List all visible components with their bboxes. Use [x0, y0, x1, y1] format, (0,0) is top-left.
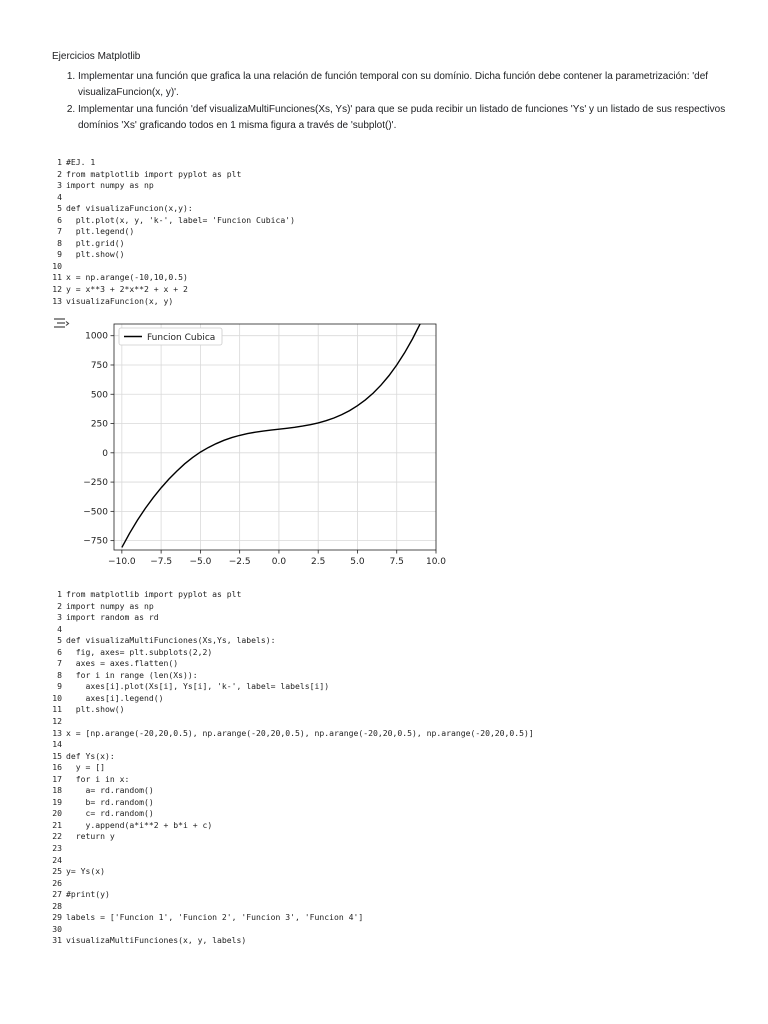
line-number: 7: [57, 226, 62, 237]
line-number: 26: [52, 877, 62, 888]
code-line: [52, 762, 534, 774]
y-tick-label: 1000: [85, 331, 108, 342]
line-number: 6: [57, 646, 62, 657]
code-text: c= rd.random(): [66, 808, 154, 819]
line-number: 24: [52, 854, 62, 865]
line-number: 10: [52, 260, 62, 271]
code-line: [52, 670, 534, 682]
line-number: 5: [57, 635, 62, 646]
code-line: [52, 704, 534, 716]
code-line: [52, 180, 295, 192]
code-text: axes = axes.flatten(): [66, 658, 179, 669]
x-tick-label: 0.0: [271, 557, 287, 567]
code-text: axes[i].legend(): [66, 692, 164, 703]
code-text: visualizaFuncion(x, y): [66, 295, 174, 306]
code-line: [52, 612, 534, 624]
series-line: [122, 318, 428, 547]
line-number: 9: [57, 681, 62, 692]
line-number: 25: [52, 866, 62, 877]
code-line: [52, 601, 534, 613]
code-text: plt.grid(): [66, 237, 125, 248]
page-title: Ejercicios Matplotlib: [52, 51, 141, 62]
chart-grid: [114, 324, 436, 550]
code-line: [52, 284, 295, 296]
exercise-item-1: 1. Implementar una función que grafica la una relación de función temporal con su domínio. Dicha función debe contener la parametrización: 'def visualizaFuncion(x, y)'.: [78, 69, 758, 101]
code-text: x = [np.arange(-20,20,0.5), np.arange(-20,20,0.5), np.arange(-20,20,0.5), np.arange(-20,20,0.5)]: [66, 727, 534, 738]
line-number: 28: [52, 900, 62, 911]
line-number: 17: [52, 773, 62, 784]
cubic-function-plot: [70, 318, 450, 570]
line-number: 4: [57, 623, 62, 634]
code-line: [52, 751, 534, 763]
line-number: 10: [52, 692, 62, 703]
line-number: 4: [57, 191, 62, 202]
line-number: 27: [52, 889, 62, 900]
code-text: import numpy as np: [66, 600, 154, 611]
code-text: def visualizaFuncion(x,y):: [66, 203, 193, 214]
line-number: 29: [52, 912, 62, 923]
code-line: [52, 226, 295, 238]
code-line: [52, 878, 534, 890]
code-text: from matplotlib import pyplot as plt: [66, 589, 242, 599]
code-text: import random as rd: [66, 612, 159, 623]
code-text: import numpy as np: [66, 180, 154, 191]
line-number: 11: [52, 272, 62, 283]
line-number: 20: [52, 808, 62, 819]
code-cell-1[interactable]: [52, 157, 295, 307]
line-number: 13: [52, 727, 62, 738]
code-text: #print(y): [66, 889, 110, 900]
line-number: 6: [57, 214, 62, 225]
line-number: 2: [57, 168, 62, 179]
code-line: [52, 924, 534, 936]
code-text: x = np.arange(-10,10,0.5): [66, 272, 188, 283]
code-line: [52, 728, 534, 740]
line-number: 1: [57, 589, 62, 599]
exercise-item-2: 2. Implementar una función 'def visualizaMultiFunciones(Xs, Ys)' para que se puda recibir un listado de funciones 'Ys' y un listado de sus respectivos domínios 'Xs' graficando todos en 1 misma figura a través de 'subplot()'.: [78, 102, 758, 134]
line-number: 8: [57, 669, 62, 680]
code-text: def visualizaMultiFunciones(Xs,Ys, labels):: [66, 635, 276, 646]
code-text: b= rd.random(): [66, 796, 154, 807]
code-text: y.append(a*i**2 + b*i + c): [66, 819, 213, 830]
line-number: 18: [52, 785, 62, 796]
line-number: 12: [52, 716, 62, 727]
y-tick-label: 750: [90, 360, 108, 371]
plot-frame: [114, 324, 436, 550]
code-line: [52, 249, 295, 261]
line-number: 16: [52, 762, 62, 773]
code-line: [52, 647, 534, 659]
code-line: [52, 635, 534, 647]
y-tick-label: 250: [90, 419, 108, 430]
x-tick-label: 2.5: [311, 557, 326, 567]
code-line: [52, 296, 295, 308]
code-line: [52, 261, 295, 273]
code-line: [52, 157, 295, 169]
code-line: [52, 935, 534, 947]
code-line: [52, 238, 295, 250]
y-tick-label: −750: [83, 536, 108, 547]
line-number: 1: [57, 157, 62, 167]
output-toggle-icon[interactable]: [52, 316, 70, 330]
chart-legend: [119, 328, 222, 345]
x-tick-label: −5.0: [189, 557, 212, 567]
code-text: for i in x:: [66, 773, 130, 784]
code-line: [52, 855, 534, 867]
line-number: 30: [52, 923, 62, 934]
line-number: 15: [52, 750, 62, 761]
code-line: [52, 203, 295, 215]
x-tick-label: 10.0: [425, 557, 447, 567]
line-number: 8: [57, 237, 62, 248]
line-number: 2: [57, 600, 62, 611]
line-number: 19: [52, 796, 62, 807]
x-tick-label: 7.5: [389, 557, 404, 567]
code-line: [52, 693, 534, 705]
line-number: 3: [57, 612, 62, 623]
code-text: visualizaMultiFunciones(x, y, labels): [66, 935, 247, 946]
code-text: from matplotlib import pyplot as plt: [66, 168, 242, 179]
code-line: [52, 797, 534, 809]
line-number: 13: [52, 295, 62, 306]
code-cell-2[interactable]: [52, 589, 534, 947]
line-number: 21: [52, 819, 62, 830]
exercise-list: [64, 69, 758, 135]
y-tick-label: −250: [83, 478, 108, 489]
line-number: 12: [52, 284, 62, 295]
code-text: y= Ys(x): [66, 866, 105, 877]
code-text: labels = ['Funcion 1', 'Funcion 2', 'Funcion 3', 'Funcion 4']: [66, 912, 364, 923]
code-line: [52, 624, 534, 636]
code-text: #EJ. 1: [66, 157, 96, 167]
code-text: y = x**3 + 2*x**2 + x + 2: [66, 284, 188, 295]
code-line: [52, 658, 534, 670]
line-number: 11: [52, 704, 62, 715]
code-line: [52, 889, 534, 901]
code-text: return y: [66, 831, 115, 842]
line-number: 31: [52, 935, 62, 946]
chart-series: [122, 318, 428, 547]
legend-label: Funcion Cubica: [147, 333, 216, 343]
code-text: plt.show(): [66, 249, 125, 260]
code-text: plt.show(): [66, 704, 125, 715]
line-number: 23: [52, 843, 62, 854]
code-line: [52, 820, 534, 832]
code-line: [52, 843, 534, 855]
x-tick-label: −10.0: [108, 557, 136, 567]
code-text: fig, axes= plt.subplots(2,2): [66, 646, 213, 657]
code-line: [52, 192, 295, 204]
x-tick-label: 5.0: [350, 557, 365, 567]
chart-axes: [83, 324, 446, 567]
code-text: plt.plot(x, y, 'k-', label= 'Funcion Cubica'): [66, 214, 296, 225]
code-text: a= rd.random(): [66, 785, 154, 796]
code-line: [52, 785, 534, 797]
line-number: 14: [52, 739, 62, 750]
line-number: 7: [57, 658, 62, 669]
code-line: [52, 169, 295, 181]
line-number: 9: [57, 249, 62, 260]
code-line: [52, 901, 534, 913]
y-tick-label: 500: [90, 390, 108, 401]
x-tick-label: −2.5: [228, 557, 251, 567]
y-tick-label: −500: [83, 507, 108, 518]
code-text: axes[i].plot(Xs[i], Ys[i], 'k-', label= labels[i]): [66, 681, 330, 692]
code-line: [52, 808, 534, 820]
line-number: 3: [57, 180, 62, 191]
code-line: [52, 589, 534, 601]
code-line: [52, 912, 534, 924]
code-text: def Ys(x):: [66, 750, 115, 761]
code-line: [52, 272, 295, 284]
code-line: [52, 774, 534, 786]
code-text: for i in range (len(Xs)):: [66, 669, 198, 680]
code-text: plt.legend(): [66, 226, 135, 237]
code-text: y = []: [66, 762, 105, 773]
code-line: [52, 866, 534, 878]
y-tick-label: 0: [102, 448, 108, 459]
code-line: [52, 681, 534, 693]
code-line: [52, 739, 534, 751]
code-line: [52, 215, 295, 227]
code-line: [52, 716, 534, 728]
line-number: 5: [57, 203, 62, 214]
code-line: [52, 831, 534, 843]
x-tick-label: −7.5: [150, 557, 173, 567]
line-number: 22: [52, 831, 62, 842]
